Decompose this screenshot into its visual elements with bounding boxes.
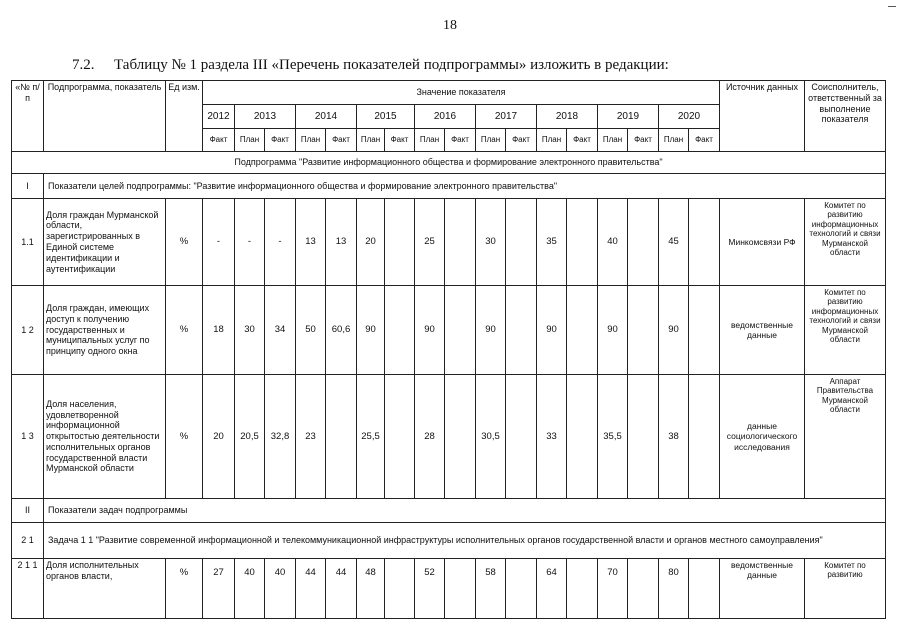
- row-executor: Комитет по развитию информационных технологий и связи Мурманской области: [805, 286, 886, 375]
- value-cell: 20: [357, 199, 385, 286]
- value-cell: 70: [598, 559, 628, 619]
- row-source: ведомственные данные: [720, 286, 805, 375]
- indicators-table: [11, 80, 886, 619]
- value-cell: [628, 286, 659, 375]
- value-cell: [445, 286, 476, 375]
- subheader-cell: Факт: [265, 129, 296, 152]
- section-num: I: [12, 174, 44, 199]
- year-cell: 2015: [357, 105, 415, 129]
- header-row-1: [12, 81, 886, 105]
- row-unit: %: [166, 286, 203, 375]
- row-num: 1 3: [12, 375, 44, 499]
- subheader-cell: Факт: [506, 129, 537, 152]
- header-unit: Ед изм.: [166, 81, 203, 152]
- row-num: 1.1: [12, 199, 44, 286]
- value-cell: 13: [326, 199, 357, 286]
- page-number: 18: [443, 18, 457, 33]
- section-row-2: [12, 499, 886, 523]
- subheader-cell: План: [598, 129, 628, 152]
- year-cell: 2013: [235, 105, 296, 129]
- value-cell: 44: [296, 559, 326, 619]
- row-num: 1 2: [12, 286, 44, 375]
- header-num: «№ п/п: [12, 81, 44, 152]
- subheader-cell: План: [296, 129, 326, 152]
- value-cell: -: [265, 199, 296, 286]
- value-cell: 40: [235, 559, 265, 619]
- value-cell: 40: [265, 559, 296, 619]
- subheader-cell: Факт: [326, 129, 357, 152]
- value-cell: [689, 199, 720, 286]
- value-cell: 30: [476, 199, 506, 286]
- year-cell: 2014: [296, 105, 357, 129]
- value-cell: 58: [476, 559, 506, 619]
- value-cell: [506, 559, 537, 619]
- value-cell: [385, 199, 415, 286]
- value-cell: 48: [357, 559, 385, 619]
- row-source: Минкомсвязи РФ: [720, 199, 805, 286]
- section-title: Показатели задач подпрограммы: [44, 499, 886, 523]
- value-cell: 30,5: [476, 375, 506, 499]
- value-cell: 90: [659, 286, 689, 375]
- value-cell: -: [235, 199, 265, 286]
- value-cell: 90: [415, 286, 445, 375]
- indicator-row-1-1: [12, 199, 886, 286]
- row-name: Доля населения, удовлетворенной информационной открытостью деятельности исполнительных органов государственной власти Мурманской области: [44, 375, 166, 499]
- subheader-cell: План: [235, 129, 265, 152]
- subheader-cell: Факт: [203, 129, 235, 152]
- header-values: Значение показателя: [203, 81, 720, 105]
- value-cell: 44: [326, 559, 357, 619]
- value-cell: 25: [415, 199, 445, 286]
- value-cell: 25,5: [357, 375, 385, 499]
- row-unit: %: [166, 199, 203, 286]
- section-title: Показатели целей подпрограммы: "Развитие информационного общества и формирование электронного правительства": [44, 174, 886, 199]
- value-cell: 90: [537, 286, 567, 375]
- value-cell: [385, 286, 415, 375]
- value-cell: 20: [203, 375, 235, 499]
- row-name: Доля исполнительных органов власти,: [44, 559, 166, 619]
- row-num: 2 1 1: [12, 559, 44, 619]
- value-cell: 45: [659, 199, 689, 286]
- value-cell: [445, 375, 476, 499]
- year-cell: 2012: [203, 105, 235, 129]
- row-name: Доля граждан Мурманской области, зарегистрированных в Единой системе идентификации и аутентификации: [44, 199, 166, 286]
- value-cell: [567, 286, 598, 375]
- value-cell: [567, 559, 598, 619]
- corner-mark: [888, 6, 896, 7]
- subheader-cell: План: [415, 129, 445, 152]
- value-cell: [628, 559, 659, 619]
- value-cell: 90: [357, 286, 385, 375]
- subheader-cell: Факт: [689, 129, 720, 152]
- value-cell: 90: [598, 286, 628, 375]
- subheader-cell: Факт: [445, 129, 476, 152]
- value-cell: 38: [659, 375, 689, 499]
- indicator-row-1-2: [12, 286, 886, 375]
- indicator-row-2-1-1: [12, 559, 886, 619]
- task-num: 2 1: [12, 523, 44, 559]
- subheader-cell: Факт: [628, 129, 659, 152]
- task-row: [12, 523, 886, 559]
- value-cell: 23: [296, 375, 326, 499]
- value-cell: 64: [537, 559, 567, 619]
- value-cell: [506, 199, 537, 286]
- value-cell: 13: [296, 199, 326, 286]
- indicator-row-1-3: [12, 375, 886, 499]
- year-cell: 2017: [476, 105, 537, 129]
- value-cell: 52: [415, 559, 445, 619]
- value-cell: [628, 199, 659, 286]
- subheader-cell: Факт: [385, 129, 415, 152]
- value-cell: 33: [537, 375, 567, 499]
- section-heading: [72, 57, 669, 74]
- header-source: Источник данных: [720, 81, 805, 152]
- value-cell: 40: [598, 199, 628, 286]
- value-cell: 35,5: [598, 375, 628, 499]
- subprogram-row: [12, 152, 886, 174]
- value-cell: -: [203, 199, 235, 286]
- row-executor: Комитет по развитию: [805, 559, 886, 619]
- value-cell: [567, 199, 598, 286]
- table-body: [12, 81, 886, 619]
- value-cell: [326, 375, 357, 499]
- value-cell: [689, 375, 720, 499]
- heading-text: Таблицу № 1 раздела III «Перечень показателей подпрограммы» изложить в редакции:: [114, 57, 669, 73]
- row-executor: Аппарат Правительства Мурманской области: [805, 375, 886, 499]
- value-cell: 28: [415, 375, 445, 499]
- value-cell: 60,6: [326, 286, 357, 375]
- value-cell: [385, 375, 415, 499]
- value-cell: 34: [265, 286, 296, 375]
- row-unit: %: [166, 375, 203, 499]
- row-source: ведомственные данные: [720, 559, 805, 619]
- subheader-cell: План: [357, 129, 385, 152]
- section-num: II: [12, 499, 44, 523]
- task-title: Задача 1 1 "Развитие современной информационной и телекоммуникационной инфраструктуры исполнительных органов государственной власти и органов местного самоуправления": [44, 523, 886, 559]
- value-cell: [567, 375, 598, 499]
- value-cell: [506, 286, 537, 375]
- subheader-cell: План: [659, 129, 689, 152]
- year-cell: 2018: [537, 105, 598, 129]
- year-cell: 2020: [659, 105, 720, 129]
- heading-number: 7.2.: [72, 57, 95, 73]
- row-executor: Комитет по развитию информационных технологий и связи Мурманской области: [805, 199, 886, 286]
- value-cell: 27: [203, 559, 235, 619]
- value-cell: 50: [296, 286, 326, 375]
- value-cell: 30: [235, 286, 265, 375]
- subheader-cell: Факт: [567, 129, 598, 152]
- value-cell: [689, 286, 720, 375]
- subheader-cell: План: [476, 129, 506, 152]
- value-cell: 80: [659, 559, 689, 619]
- value-cell: 32,8: [265, 375, 296, 499]
- value-cell: [628, 375, 659, 499]
- header-name: Подпрограмма, показатель: [44, 81, 166, 152]
- value-cell: [445, 559, 476, 619]
- value-cell: [385, 559, 415, 619]
- row-unit: %: [166, 559, 203, 619]
- subprogram-title: Подпрограмма "Развитие информационного общества и формирование электронного правительства": [12, 152, 886, 174]
- row-source: данные социологического исследования: [720, 375, 805, 499]
- section-row: [12, 174, 886, 199]
- value-cell: 18: [203, 286, 235, 375]
- value-cell: 35: [537, 199, 567, 286]
- value-cell: 20,5: [235, 375, 265, 499]
- subheader-cell: План: [537, 129, 567, 152]
- row-name: Доля граждан, имеющих доступ к получению государственных и муниципальных услуг по принципу одного окна: [44, 286, 166, 375]
- value-cell: [506, 375, 537, 499]
- year-cell: 2019: [598, 105, 659, 129]
- year-cell: 2016: [415, 105, 476, 129]
- value-cell: [445, 199, 476, 286]
- value-cell: 90: [476, 286, 506, 375]
- header-executor: Соисполнитель, ответственный за выполнение показателя: [805, 81, 886, 152]
- value-cell: [689, 559, 720, 619]
